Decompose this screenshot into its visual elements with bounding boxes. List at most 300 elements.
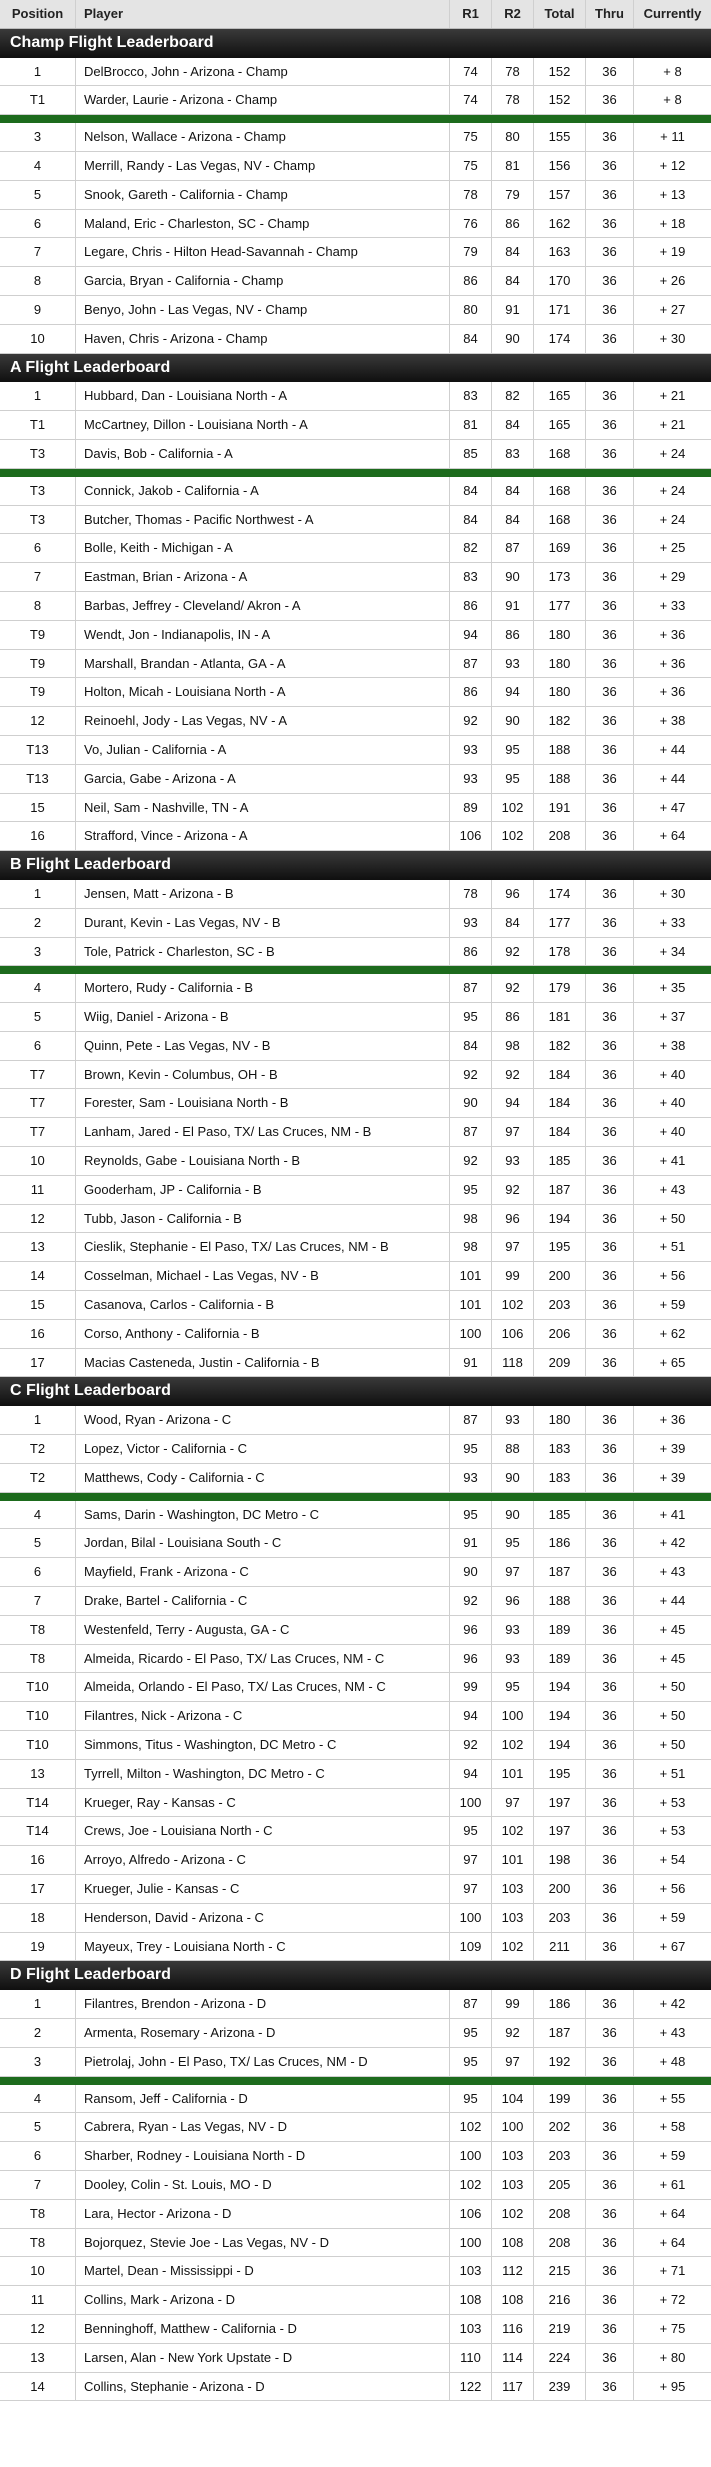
cell-r2: 102 xyxy=(492,2200,534,2228)
cell-player: Drake, Bartel - California - C xyxy=(76,1587,450,1615)
table-row[interactable] xyxy=(0,2200,711,2229)
table-row[interactable] xyxy=(0,1003,711,1032)
cell-currently: + 36 xyxy=(659,626,686,642)
cell-total: 194 xyxy=(534,1205,586,1233)
cell-thru: 36 xyxy=(586,1846,634,1874)
cell-r2: 103 xyxy=(492,1904,534,1932)
cell-currently: + 44 xyxy=(659,1593,686,1609)
cell-r2: 92 xyxy=(492,1176,534,1204)
table-row[interactable] xyxy=(0,2113,711,2142)
table-row[interactable] xyxy=(0,1990,711,2019)
cell-position: 3 xyxy=(0,123,76,151)
table-row[interactable] xyxy=(0,2142,711,2171)
cell-total: 197 xyxy=(534,1789,586,1817)
cell-position: 16 xyxy=(0,1320,76,1348)
table-row[interactable] xyxy=(0,534,711,563)
cell-position: 16 xyxy=(0,1846,76,1874)
cell-total: 194 xyxy=(534,1731,586,1759)
cell-total: 200 xyxy=(534,1875,586,1903)
column-header-position[interactable]: Position xyxy=(0,0,76,28)
table-row[interactable] xyxy=(0,1205,711,1234)
cell-total: 183 xyxy=(534,1435,586,1463)
cell-player: Jensen, Matt - Arizona - B xyxy=(76,880,450,908)
table-row[interactable] xyxy=(0,1875,711,1904)
cell-r2: 83 xyxy=(492,440,534,468)
cell-position: T14 xyxy=(0,1817,76,1845)
cell-thru: 36 xyxy=(586,822,634,850)
table-row[interactable] xyxy=(0,1032,711,1061)
cell-r1: 101 xyxy=(450,1291,492,1319)
cell-position: 2 xyxy=(0,909,76,937)
table-row[interactable] xyxy=(0,181,711,210)
table-row[interactable] xyxy=(0,880,711,909)
cell-position: 8 xyxy=(0,592,76,620)
cell-position: 4 xyxy=(0,1501,76,1529)
cell-currently: + 64 xyxy=(659,2234,686,2250)
cell-position: T8 xyxy=(0,2200,76,2228)
table-row[interactable] xyxy=(0,1233,711,1262)
column-header-player[interactable]: Player xyxy=(76,0,450,28)
cell-thru: 36 xyxy=(586,974,634,1002)
cell-thru: 36 xyxy=(586,1205,634,1233)
cell-total: 209 xyxy=(534,1349,586,1377)
cell-r1: 103 xyxy=(450,2315,492,2343)
cell-thru: 36 xyxy=(586,1933,634,1961)
cell-thru: 36 xyxy=(586,2048,634,2076)
table-row[interactable] xyxy=(0,1558,711,1587)
cell-currently: + 51 xyxy=(659,1765,686,1781)
cell-currently: + 50 xyxy=(659,1708,686,1724)
cell-total: 182 xyxy=(534,1032,586,1060)
cell-currently: + 18 xyxy=(659,215,686,231)
cell-player: Brown, Kevin - Columbus, OH - B xyxy=(76,1061,450,1089)
cell-player: Filantres, Brendon - Arizona - D xyxy=(76,1990,450,2018)
cell-total: 180 xyxy=(534,1406,586,1434)
cell-r1: 94 xyxy=(450,1702,492,1730)
flight-section xyxy=(0,354,711,852)
cell-thru: 36 xyxy=(586,2113,634,2141)
cell-currently: + 72 xyxy=(659,2292,686,2308)
cell-r1: 85 xyxy=(450,440,492,468)
table-row[interactable] xyxy=(0,267,711,296)
cell-currently: + 19 xyxy=(659,244,686,260)
cell-thru: 36 xyxy=(586,563,634,591)
cell-position: T9 xyxy=(0,621,76,649)
table-row[interactable] xyxy=(0,736,711,765)
cell-player: Martel, Dean - Mississippi - D xyxy=(76,2257,450,2285)
cell-total: 174 xyxy=(534,880,586,908)
table-row[interactable] xyxy=(0,238,711,267)
cell-thru: 36 xyxy=(586,1262,634,1290)
cell-total: 187 xyxy=(534,2019,586,2047)
cell-r1: 86 xyxy=(450,267,492,295)
cell-position: T8 xyxy=(0,2229,76,2257)
cell-r2: 91 xyxy=(492,296,534,324)
cell-thru: 36 xyxy=(586,909,634,937)
cell-total: 168 xyxy=(534,477,586,505)
cell-position: T10 xyxy=(0,1673,76,1701)
cell-player: McCartney, Dillon - Louisiana North - A xyxy=(76,411,450,439)
cell-currently: + 12 xyxy=(659,157,686,173)
cell-thru: 36 xyxy=(586,736,634,764)
table-row[interactable] xyxy=(0,592,711,621)
cell-position: T2 xyxy=(0,1464,76,1492)
cell-total: 203 xyxy=(534,1291,586,1319)
cell-currently: + 80 xyxy=(659,2349,686,2365)
cell-thru: 36 xyxy=(586,2171,634,2199)
cell-currently: + 41 xyxy=(659,1506,686,1522)
table-row[interactable] xyxy=(0,2229,711,2258)
cell-thru: 36 xyxy=(586,1349,634,1377)
table-row[interactable] xyxy=(0,1176,711,1205)
table-row[interactable] xyxy=(0,974,711,1003)
table-row[interactable] xyxy=(0,1349,711,1378)
cell-total: 183 xyxy=(534,1464,586,1492)
table-row[interactable] xyxy=(0,1846,711,1875)
table-row[interactable] xyxy=(0,650,711,679)
table-row[interactable] xyxy=(0,1464,711,1493)
cell-total: 180 xyxy=(534,621,586,649)
cell-player: Reynolds, Gabe - Louisiana North - B xyxy=(76,1147,450,1175)
cell-currently: + 71 xyxy=(659,2263,686,2279)
table-row[interactable] xyxy=(0,1645,711,1674)
column-header-thru[interactable]: Thru xyxy=(586,0,634,28)
cell-currently: + 29 xyxy=(659,569,686,585)
table-row[interactable] xyxy=(0,1291,711,1320)
cell-r2: 95 xyxy=(492,765,534,793)
cell-position: 2 xyxy=(0,2019,76,2047)
cell-r2: 90 xyxy=(492,325,534,353)
cell-r2: 97 xyxy=(492,1789,534,1817)
cell-currently: + 42 xyxy=(659,1535,686,1551)
cell-r1: 94 xyxy=(450,1760,492,1788)
table-row[interactable] xyxy=(0,2286,711,2315)
cell-total: 191 xyxy=(534,794,586,822)
table-row[interactable] xyxy=(0,1118,711,1147)
cell-r2: 84 xyxy=(492,411,534,439)
cell-total: 224 xyxy=(534,2344,586,2372)
table-row[interactable] xyxy=(0,794,711,823)
cell-thru: 36 xyxy=(586,1176,634,1204)
cell-r2: 98 xyxy=(492,1032,534,1060)
cell-r1: 92 xyxy=(450,1587,492,1615)
cell-thru: 36 xyxy=(586,1032,634,1060)
cell-r2: 94 xyxy=(492,1089,534,1117)
table-row[interactable] xyxy=(0,938,711,967)
cell-position: 13 xyxy=(0,1760,76,1788)
cell-total: 185 xyxy=(534,1501,586,1529)
cell-currently: + 39 xyxy=(659,1441,686,1457)
cut-line-divider xyxy=(0,115,711,123)
cell-position: 15 xyxy=(0,794,76,822)
cell-r1: 122 xyxy=(450,2373,492,2401)
cell-position: T1 xyxy=(0,86,76,114)
cell-currently: + 53 xyxy=(659,1794,686,1810)
table-row[interactable] xyxy=(0,1061,711,1090)
cell-total: 206 xyxy=(534,1320,586,1348)
cell-thru: 36 xyxy=(586,210,634,238)
cell-total: 157 xyxy=(534,181,586,209)
table-row[interactable] xyxy=(0,1435,711,1464)
cell-currently: + 8 xyxy=(663,63,682,79)
flight-title: C Flight Leaderboard xyxy=(0,1377,711,1406)
table-row[interactable] xyxy=(0,765,711,794)
table-row[interactable] xyxy=(0,1789,711,1818)
cell-total: 195 xyxy=(534,1760,586,1788)
cell-r2: 102 xyxy=(492,822,534,850)
cell-position: T7 xyxy=(0,1061,76,1089)
cell-thru: 36 xyxy=(586,1118,634,1146)
cell-total: 198 xyxy=(534,1846,586,1874)
cell-thru: 36 xyxy=(586,2373,634,2401)
cell-r1: 90 xyxy=(450,1089,492,1117)
cell-player: Sams, Darin - Washington, DC Metro - C xyxy=(76,1501,450,1529)
cell-total: 189 xyxy=(534,1616,586,1644)
cell-r2: 91 xyxy=(492,592,534,620)
cell-player: Snook, Gareth - California - Champ xyxy=(76,181,450,209)
table-row[interactable] xyxy=(0,477,711,506)
cell-position: 1 xyxy=(0,58,76,86)
cell-r2: 99 xyxy=(492,1262,534,1290)
cell-player: Forester, Sam - Louisiana North - B xyxy=(76,1089,450,1117)
table-row[interactable] xyxy=(0,2315,711,2344)
cell-r1: 100 xyxy=(450,1789,492,1817)
table-row[interactable] xyxy=(0,440,711,469)
cell-total: 171 xyxy=(534,296,586,324)
column-header-total[interactable]: Total xyxy=(534,0,586,28)
cell-r1: 80 xyxy=(450,296,492,324)
cell-player: Simmons, Titus - Washington, DC Metro - C xyxy=(76,1731,450,1759)
column-header-r1[interactable]: R1 xyxy=(450,0,492,28)
cell-r1: 93 xyxy=(450,765,492,793)
cell-currently: + 36 xyxy=(659,1412,686,1428)
cell-player: Ransom, Jeff - California - D xyxy=(76,2085,450,2113)
column-header-r2[interactable]: R2 xyxy=(492,0,534,28)
cell-position: T10 xyxy=(0,1702,76,1730)
table-row[interactable] xyxy=(0,1529,711,1558)
table-row[interactable] xyxy=(0,678,711,707)
table-row[interactable] xyxy=(0,707,711,736)
cell-currently: + 56 xyxy=(659,1881,686,1896)
cell-player: Cabrera, Ryan - Las Vegas, NV - D xyxy=(76,2113,450,2141)
table-row[interactable] xyxy=(0,2019,711,2048)
table-row[interactable] xyxy=(0,1731,711,1760)
table-row[interactable] xyxy=(0,296,711,325)
cell-position: T13 xyxy=(0,765,76,793)
cell-currently: + 44 xyxy=(659,770,686,786)
cell-r2: 96 xyxy=(492,1587,534,1615)
cell-r2: 101 xyxy=(492,1760,534,1788)
cell-position: 6 xyxy=(0,1032,76,1060)
cell-r2: 93 xyxy=(492,650,534,678)
table-row[interactable] xyxy=(0,1702,711,1731)
cell-total: 186 xyxy=(534,1990,586,2018)
cell-player: Wood, Ryan - Arizona - C xyxy=(76,1406,450,1434)
cell-player: Maland, Eric - Charleston, SC - Champ xyxy=(76,210,450,238)
cell-r2: 93 xyxy=(492,1406,534,1434)
cut-line-divider xyxy=(0,966,711,974)
cell-position: T8 xyxy=(0,1616,76,1644)
cell-position: 12 xyxy=(0,1205,76,1233)
cell-r1: 83 xyxy=(450,563,492,591)
table-row[interactable] xyxy=(0,1673,711,1702)
cell-thru: 36 xyxy=(586,1904,634,1932)
cell-player: Wiig, Daniel - Arizona - B xyxy=(76,1003,450,1031)
table-row[interactable] xyxy=(0,1587,711,1616)
cell-player: Macias Casteneda, Justin - California - B xyxy=(76,1349,450,1377)
cell-player: Marshall, Brandan - Atlanta, GA - A xyxy=(76,650,450,678)
cell-position: 9 xyxy=(0,296,76,324)
cell-total: 216 xyxy=(534,2286,586,2314)
cell-r2: 87 xyxy=(492,534,534,562)
cell-currently: + 33 xyxy=(659,597,686,613)
cell-r2: 84 xyxy=(492,238,534,266)
cell-r2: 86 xyxy=(492,210,534,238)
table-row[interactable] xyxy=(0,909,711,938)
table-row[interactable] xyxy=(0,2085,711,2114)
cell-thru: 36 xyxy=(586,2142,634,2170)
cell-player: Benninghoff, Matthew - California - D xyxy=(76,2315,450,2343)
table-row[interactable] xyxy=(0,382,711,411)
cell-total: 177 xyxy=(534,909,586,937)
cell-player: Lopez, Victor - California - C xyxy=(76,1435,450,1463)
table-row[interactable] xyxy=(0,2373,711,2402)
table-row[interactable] xyxy=(0,152,711,181)
cell-currently: + 40 xyxy=(659,1124,686,1140)
cell-total: 195 xyxy=(534,1233,586,1261)
cell-thru: 36 xyxy=(586,325,634,353)
cell-thru: 36 xyxy=(586,86,634,114)
cell-thru: 36 xyxy=(586,1061,634,1089)
cell-player: Hubbard, Dan - Louisiana North - A xyxy=(76,382,450,410)
cell-thru: 36 xyxy=(586,382,634,410)
cell-r2: 100 xyxy=(492,1702,534,1730)
table-row[interactable] xyxy=(0,1320,711,1349)
flights-container xyxy=(0,29,711,2402)
table-row[interactable] xyxy=(0,1616,711,1645)
cell-thru: 36 xyxy=(586,592,634,620)
flight-title: Champ Flight Leaderboard xyxy=(0,29,711,58)
cell-r1: 100 xyxy=(450,2142,492,2170)
cell-currently: + 26 xyxy=(659,273,686,289)
cell-thru: 36 xyxy=(586,1147,634,1175)
cell-player: Gooderham, JP - California - B xyxy=(76,1176,450,1204)
cell-r2: 102 xyxy=(492,1817,534,1845)
cell-position: 14 xyxy=(0,2373,76,2401)
cell-thru: 36 xyxy=(586,1990,634,2018)
cell-thru: 36 xyxy=(586,1501,634,1529)
cell-currently: + 38 xyxy=(659,713,686,729)
cell-total: 199 xyxy=(534,2085,586,2113)
cell-player: Neil, Sam - Nashville, TN - A xyxy=(76,794,450,822)
table-row[interactable] xyxy=(0,411,711,440)
table-row[interactable] xyxy=(0,1089,711,1118)
flight-section xyxy=(0,1377,711,1961)
cell-currently: + 36 xyxy=(659,655,686,671)
cell-thru: 36 xyxy=(586,123,634,151)
table-row[interactable] xyxy=(0,621,711,650)
cell-r2: 90 xyxy=(492,1501,534,1529)
cell-r1: 87 xyxy=(450,1406,492,1434)
cell-r2: 118 xyxy=(492,1349,534,1377)
cell-position: T14 xyxy=(0,1789,76,1817)
table-row[interactable] xyxy=(0,123,711,152)
cell-currently: + 59 xyxy=(659,2148,686,2164)
cell-currently: + 34 xyxy=(659,943,686,959)
table-row[interactable] xyxy=(0,325,711,354)
cell-position: 7 xyxy=(0,238,76,266)
table-row[interactable] xyxy=(0,86,711,115)
cell-r1: 99 xyxy=(450,1673,492,1701)
table-row[interactable] xyxy=(0,210,711,239)
cell-currently: + 61 xyxy=(659,2176,686,2192)
cell-r2: 94 xyxy=(492,678,534,706)
flight-section xyxy=(0,1961,711,2401)
table-row[interactable] xyxy=(0,563,711,592)
cell-r2: 84 xyxy=(492,909,534,937)
cell-currently: + 43 xyxy=(659,1564,686,1580)
cell-r2: 96 xyxy=(492,880,534,908)
cell-thru: 36 xyxy=(586,2019,634,2047)
flight-title: A Flight Leaderboard xyxy=(0,354,711,383)
cell-r2: 92 xyxy=(492,2019,534,2047)
cell-position: T1 xyxy=(0,411,76,439)
table-row[interactable] xyxy=(0,2257,711,2286)
table-row[interactable] xyxy=(0,1147,711,1176)
cell-r1: 102 xyxy=(450,2113,492,2141)
cell-r1: 75 xyxy=(450,152,492,180)
table-row[interactable] xyxy=(0,2344,711,2373)
table-row[interactable] xyxy=(0,1262,711,1291)
column-header-currently[interactable]: Currently xyxy=(643,6,702,21)
cell-currently: + 27 xyxy=(659,301,686,317)
table-row[interactable] xyxy=(0,1904,711,1933)
table-row[interactable] xyxy=(0,2171,711,2200)
cell-total: 170 xyxy=(534,267,586,295)
table-row[interactable] xyxy=(0,1933,711,1962)
cell-position: 19 xyxy=(0,1933,76,1961)
table-row[interactable] xyxy=(0,506,711,535)
cell-player: Tubb, Jason - California - B xyxy=(76,1205,450,1233)
table-row[interactable] xyxy=(0,1406,711,1435)
cell-r1: 90 xyxy=(450,1558,492,1586)
cell-thru: 36 xyxy=(586,440,634,468)
cell-r2: 103 xyxy=(492,1875,534,1903)
table-row[interactable] xyxy=(0,58,711,87)
cell-position: 6 xyxy=(0,2142,76,2170)
cell-r1: 93 xyxy=(450,736,492,764)
cell-player: Casanova, Carlos - California - B xyxy=(76,1291,450,1319)
cell-thru: 36 xyxy=(586,938,634,966)
cell-r1: 96 xyxy=(450,1645,492,1673)
cell-thru: 36 xyxy=(586,2085,634,2113)
cell-total: 165 xyxy=(534,411,586,439)
cell-r2: 78 xyxy=(492,86,534,114)
cell-total: 173 xyxy=(534,563,586,591)
cell-position: 10 xyxy=(0,2257,76,2285)
cell-total: 152 xyxy=(534,86,586,114)
cell-total: 168 xyxy=(534,440,586,468)
table-row[interactable] xyxy=(0,822,711,851)
table-row[interactable] xyxy=(0,1501,711,1530)
cell-player: Tyrrell, Milton - Washington, DC Metro - C xyxy=(76,1760,450,1788)
cell-r2: 88 xyxy=(492,1435,534,1463)
cell-r2: 102 xyxy=(492,794,534,822)
table-row[interactable] xyxy=(0,2048,711,2077)
table-row[interactable] xyxy=(0,1817,711,1846)
table-row[interactable] xyxy=(0,1760,711,1789)
cell-player: Bolle, Keith - Michigan - A xyxy=(76,534,450,562)
